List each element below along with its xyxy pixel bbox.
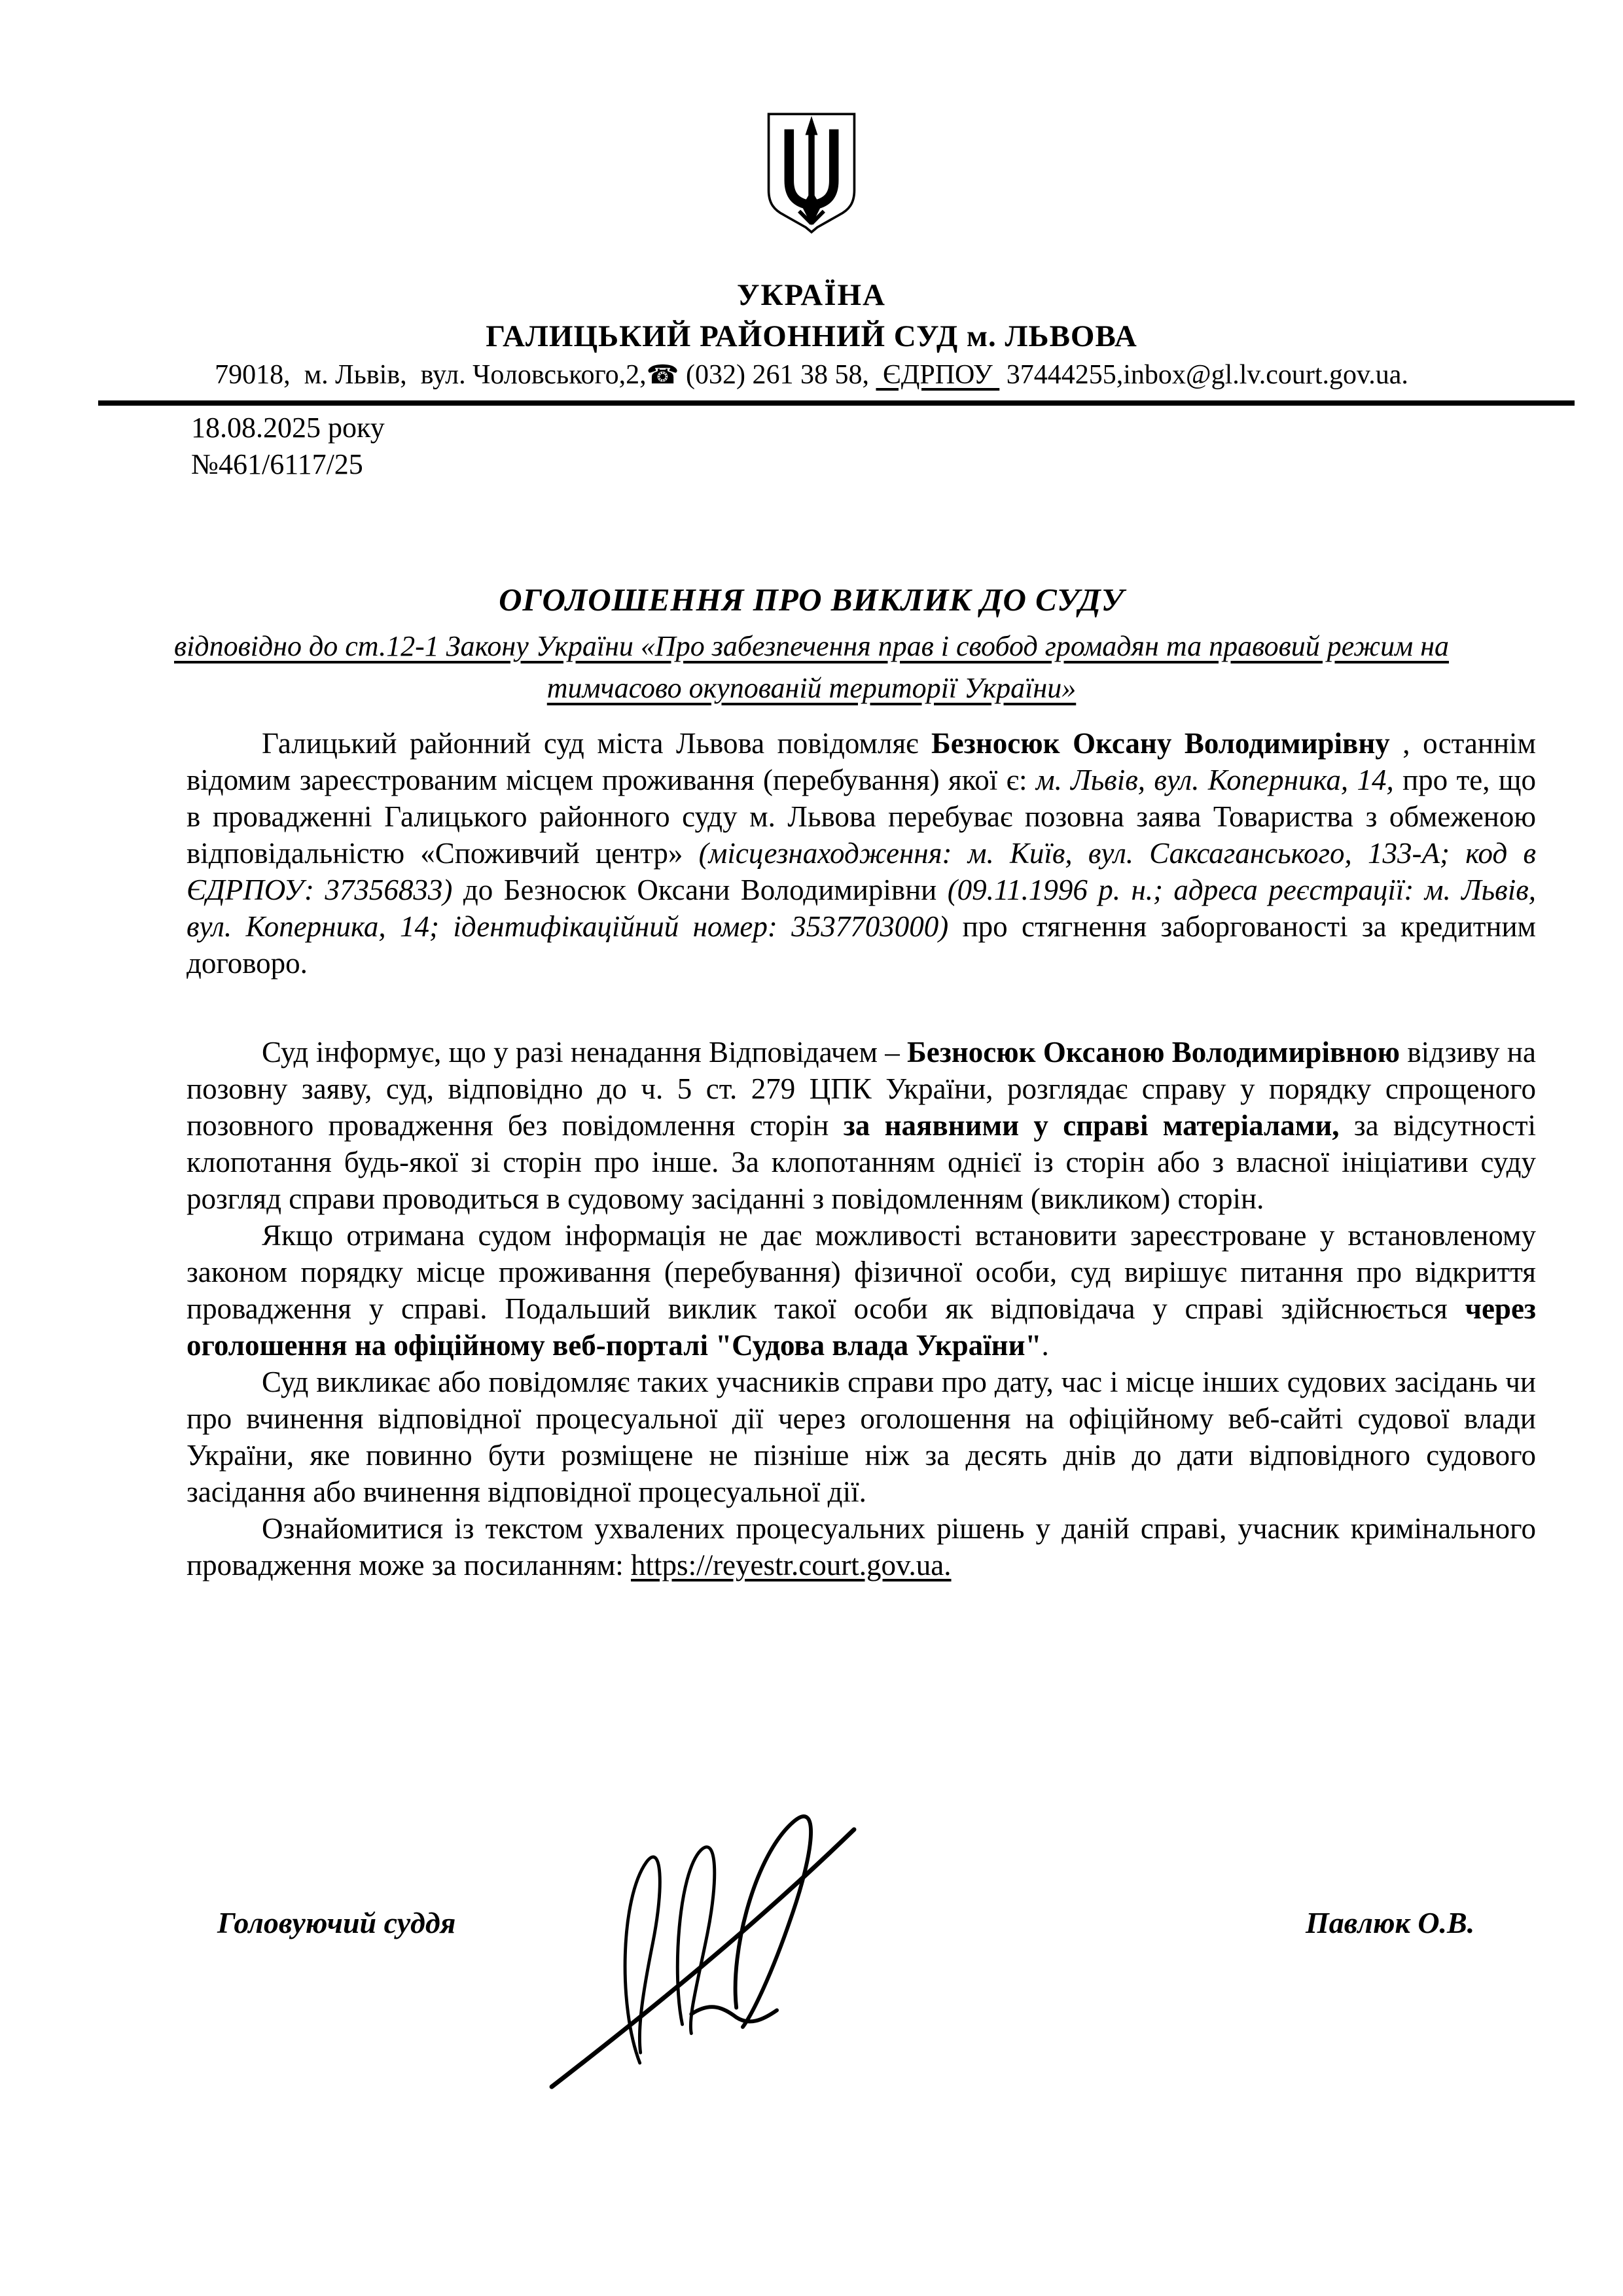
- text-run: до Безносюк Оксани Володимирівни: [452, 874, 948, 906]
- ukraine-trident-icon: [759, 110, 864, 249]
- text-run: (місцезнаходження: м. Київ, вул. Саксаганського, 133-А; код в ЄДРПОУ: 37356833): [187, 837, 1536, 906]
- text-run: , останнім відомим зареєстрованим місцем проживання (перебування) якої є:: [187, 727, 1536, 796]
- text-run: м. Львів, вул. Коперника, 14,: [1035, 764, 1394, 796]
- text-run: за наявними у справі матеріалами,: [843, 1109, 1340, 1142]
- text-run: Суд інформує, що у разі ненадання Відповідачем –: [262, 1036, 908, 1069]
- phone-icon: ☎: [646, 360, 679, 390]
- case-number: №461/6117/25: [191, 448, 363, 480]
- text-run: Безносюк Оксаною Володимирівною: [907, 1036, 1400, 1069]
- text-run: Ознайомитися із текстом ухвалених процесуальних рішень у даній справі, учасник кримінального провадження може за посиланням:: [187, 1512, 1536, 1581]
- text-run: Якщо отримана судом інформація не дає можливості встановити зареєстроване у встановленому законом порядку місце проживання (перебування) фізичної особи, суд вирішує питання про відкриття провадження у справі. Подальший виклик такої особи як відповідача у справі здійснюється: [187, 1219, 1536, 1325]
- text-run: .: [1041, 1329, 1049, 1362]
- text-run: відзиву на позовну заяву, суд, відповідно до ч. 5 ст. 279 ЦПК України, розглядає справу у порядку спрощеного позовного провадження без повідомлення сторін: [187, 1036, 1536, 1142]
- announcement-body: [187, 725, 1536, 1583]
- header-divider: [98, 400, 1575, 406]
- text-run: за відсутності клопотання будь-якої зі сторін про інше. За клопотанням однієї із сторін або з власної ініціативи суду розгляд справи проводиться в судовому засіданні з повідомленням (викликом) сторін.: [187, 1109, 1536, 1215]
- judge-signature: [542, 1794, 941, 2096]
- paragraph-web-portal-summons: [187, 1217, 1536, 1364]
- text-run: про те, що в провадженні Галицького районного суду м. Львова перебуває позовна заява Товариства з обмеженою відповідальністю «Споживчий центр»: [187, 764, 1536, 870]
- text-run: ЄДРПОУ: [876, 360, 1000, 390]
- country-title: УКРАЇНА: [736, 278, 886, 312]
- text-run: 79018, м. Львів, вул. Чоловського,2,: [215, 360, 647, 390]
- paragraph-simplified-proceedings: [187, 1034, 1536, 1217]
- announcement-subtitle: відповідно до ст.12-1 Закону України «Про забезпечення прав і свобод громадян та правовий режим на тимчасово окупованій території України»: [173, 630, 1450, 704]
- paragraph-registry-link: [187, 1510, 1536, 1583]
- paragraph-case-info: [187, 725, 1536, 981]
- text-run: через оголошення на офіційному веб-порталі "Судова влада України": [187, 1292, 1536, 1362]
- document-date: 18.08.2025 року: [191, 412, 385, 444]
- reyestr-link[interactable]: https://reyestr.court.gov.ua.: [631, 1549, 952, 1581]
- court-name: ГАЛИЦЬКИЙ РАЙОННИЙ СУД м. ЛЬВОВА: [486, 319, 1137, 353]
- text-run: Безносюк Оксану Володимирівну: [931, 727, 1390, 760]
- text-run: (09.11.1996 р. н.; адреса реєстрації: м. Львів, вул. Коперника, 14; ідентифікаційний номер: 3537703000): [187, 874, 1536, 943]
- text-run: Галицький районний суд міста Львова повідомляє: [262, 727, 932, 760]
- presiding-judge-label: Головуючий суддя: [217, 1906, 456, 1939]
- text-run: про стягнення заборгованості за кредитним договоро.: [187, 910, 1536, 980]
- judge-name: Павлюк О.В.: [1306, 1906, 1475, 1939]
- text-run: 37444255,inbox@gl.lv.court.gov.ua.: [999, 360, 1408, 390]
- text-run: Суд викликає або повідомляє таких учасників справи про дату, час і місце інших судових засідань чи про вчинення відповідної процесуальної дії через оголошення на офіційному веб-сайті судової влади України, яке повинно бути розміщене не пізніше ніж за десять днів до дати відповідного судового засідання або вчинення відповідної процесуальної дії.: [187, 1366, 1536, 1508]
- text-run: (032) 261 38 58,: [679, 360, 876, 390]
- paragraph-hearing-notice: [187, 1364, 1536, 1510]
- court-address: [0, 359, 1623, 391]
- announcement-title: ОГОЛОШЕННЯ ПРО ВИКЛИК ДО СУДУ: [499, 582, 1124, 618]
